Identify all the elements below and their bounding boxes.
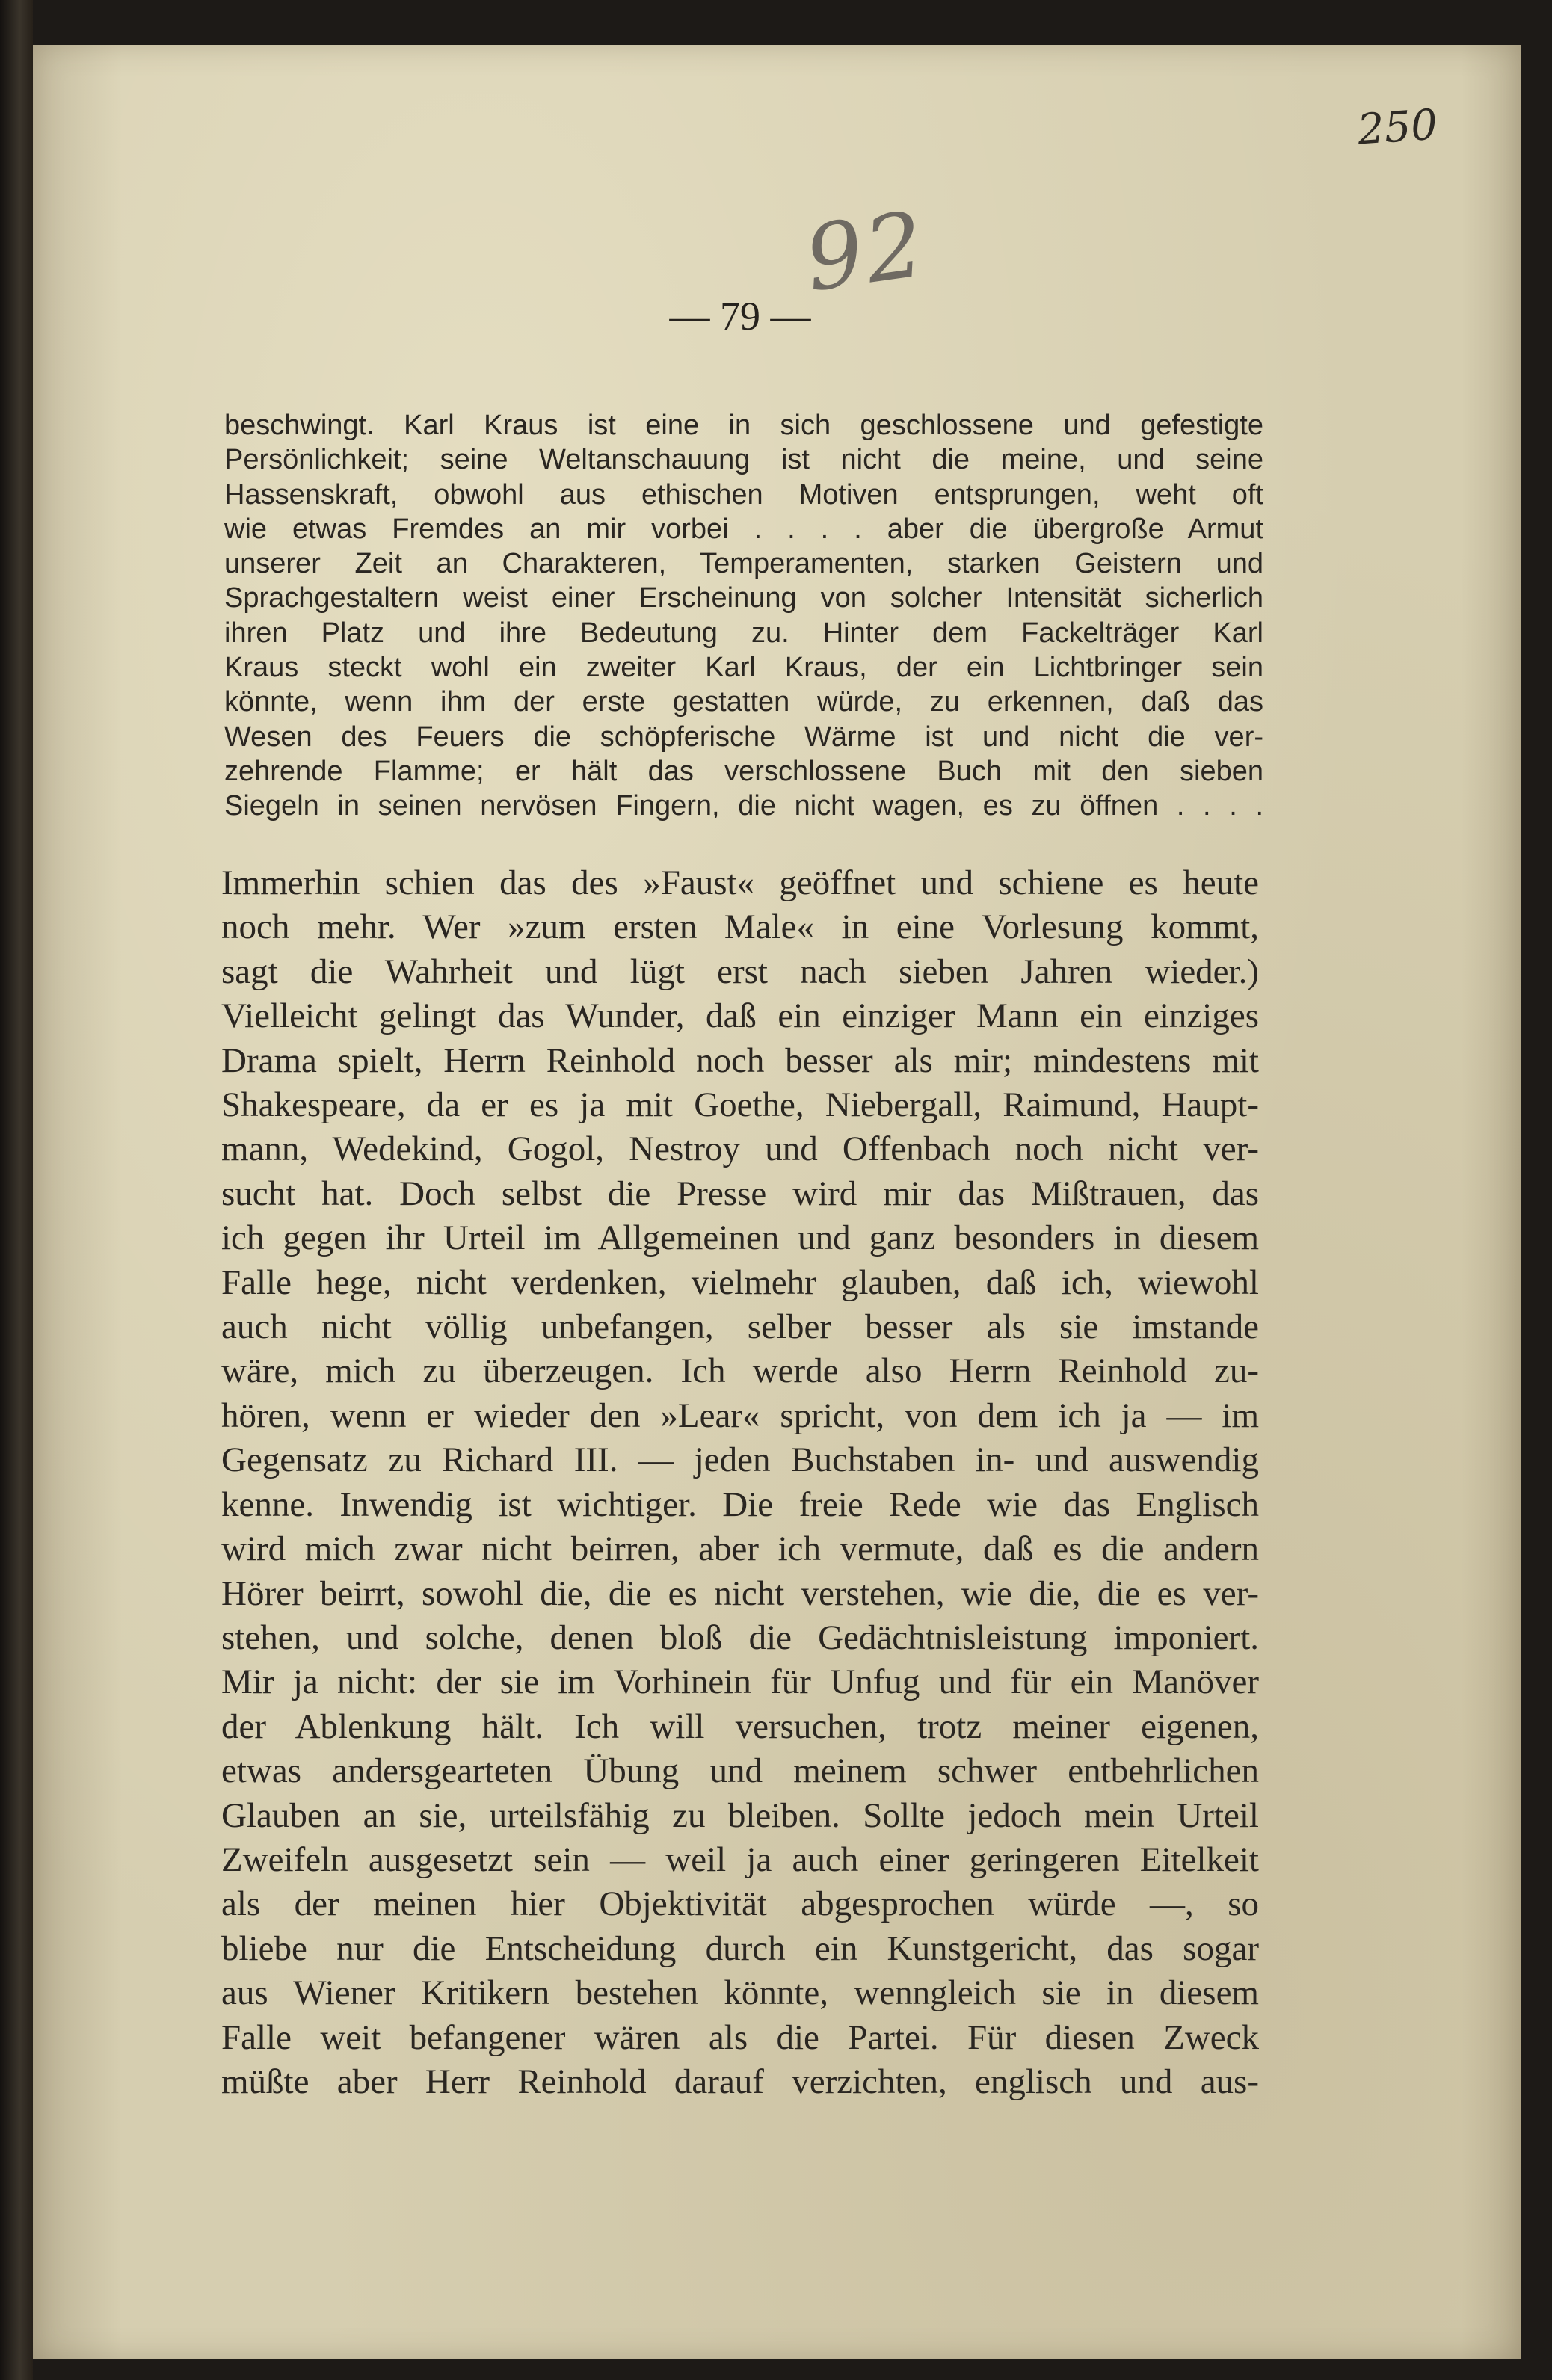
pencil-number-annotation: 92 — [799, 192, 933, 312]
text-line: zehrende Flamme; er hält das verschlossene Buch mit den sieben — [224, 755, 1263, 787]
small-type-paragraph — [224, 408, 1263, 824]
text-line: Shakespeare, da er es ja mit Goethe, Niebergall, Raimund, Haupt- — [221, 1085, 1259, 1125]
text-line: Hassenskraft, obwohl aus ethischen Motiven entsprungen, weht oft — [224, 478, 1263, 511]
text-line: sagt die Wahrheit und lügt erst nach sieben Jahren wieder.) — [221, 952, 1259, 991]
text-line: wie etwas Fremdes an mir vorbei . . . . aber die übergroße Armut — [224, 513, 1263, 545]
archive-number-annotation: 250 — [1355, 100, 1440, 155]
text-line: Wesen des Feuers die schöpferische Wärme ist und nicht die ver- — [224, 721, 1263, 753]
text-line: Gegensatz zu Richard III. — jeden Buchstaben in- und auswendig — [221, 1440, 1259, 1480]
text-line: ich gegen ihr Urteil im Allgemeinen und ganz besonders in diesem — [221, 1218, 1259, 1258]
text-line: unserer Zeit an Charakteren, Temperamenten, starken Geistern und — [224, 548, 1263, 580]
text-line: Vielleicht gelingt das Wunder, daß ein einziger Mann ein einziges — [221, 996, 1259, 1036]
text-line: Falle hege, nicht verdenken, vielmehr glauben, daß ich, wiewohl — [221, 1263, 1259, 1302]
text-line: auch nicht völlig unbefangen, selber besser als sie imstande — [221, 1307, 1259, 1347]
text-line: wäre, mich zu überzeugen. Ich werde also Herrn Reinhold zu- — [221, 1351, 1259, 1391]
text-line: Mir ja nicht: der sie im Vorhinein für Unfug und für ein Manöver — [221, 1662, 1259, 1702]
text-line: Falle weit befangener wären als die Partei. Für diesen Zweck — [221, 2017, 1259, 2057]
text-line: Siegeln in seinen nervösen Fingern, die nicht wagen, es zu öffnen . . . . — [224, 790, 1263, 822]
text-line: mann, Wedekind, Gogol, Nestroy und Offenbach noch nicht ver- — [221, 1129, 1259, 1169]
text-line: stehen, und solche, denen bloß die Gedächtnisleistung imponiert. — [221, 1618, 1259, 1657]
text-line: der Ablenkung hält. Ich will versuchen, trotz meiner eigenen, — [221, 1707, 1259, 1746]
text-line: Immerhin schien das des »Faust« geöffnet und schiene es heute — [221, 863, 1259, 902]
text-line: bliebe nur die Entscheidung durch ein Kunstgericht, das sogar — [221, 1929, 1259, 1968]
text-line: Hörer beirrt, sowohl die, die es nicht verstehen, wie die, die es ver- — [221, 1573, 1259, 1613]
text-line: Drama spielt, Herrn Reinhold noch besser als mir; mindestens mit — [221, 1041, 1259, 1080]
text-line: aus Wiener Kritikern bestehen könnte, wenngleich sie in diesem — [221, 1973, 1259, 2013]
text-line: noch mehr. Wer »zum ersten Male« in eine Vorlesung kommt, — [221, 907, 1259, 947]
text-line: ihren Platz und ihre Bedeutung zu. Hinter dem Fackelträger Karl — [224, 617, 1263, 649]
text-line: Kraus steckt wohl ein zweiter Karl Kraus, der ein Lichtbringer sein — [224, 652, 1263, 684]
text-line: Glauben an sie, urteilsfähig zu bleiben. Sollte jedoch mein Urteil — [221, 1795, 1259, 1835]
page-number: — 79 — — [669, 294, 811, 339]
text-line: könnte, wenn ihm der erste gestatten würde, zu erkennen, daß das — [224, 686, 1263, 718]
text-line: Persönlichkeit; seine Weltanschauung ist nicht die meine, und seine — [224, 444, 1263, 476]
text-line: hören, wenn er wieder den »Lear« spricht, von dem ich ja — im — [221, 1396, 1259, 1435]
text-line: kenne. Inwendig ist wichtiger. Die freie Rede wie das Englisch — [221, 1485, 1259, 1524]
text-line: wird mich zwar nicht beirren, aber ich vermute, daß es die andern — [221, 1529, 1259, 1569]
main-body-paragraph — [221, 861, 1259, 2104]
text-line: müßte aber Herr Reinhold darauf verzichten, englisch und aus- — [221, 2062, 1259, 2101]
text-line: als der meinen hier Objektivität abgesprochen würde —, so — [221, 1884, 1259, 1924]
text-line: Zweifeln ausgesetzt sein — weil ja auch einer geringeren Eitelkeit — [221, 1840, 1259, 1879]
text-line: Sprachgestaltern weist einer Erscheinung von solcher Intensität sicherlich — [224, 582, 1263, 614]
text-line: beschwingt. Karl Kraus ist eine in sich geschlossene und gefestigte — [224, 410, 1263, 441]
text-line: etwas andersgearteten Übung und meinem schwer entbehrlichen — [221, 1751, 1259, 1791]
previous-page-edge — [0, 0, 33, 2380]
text-line: sucht hat. Doch selbst die Presse wird mir das Mißtrauen, das — [221, 1174, 1259, 1213]
